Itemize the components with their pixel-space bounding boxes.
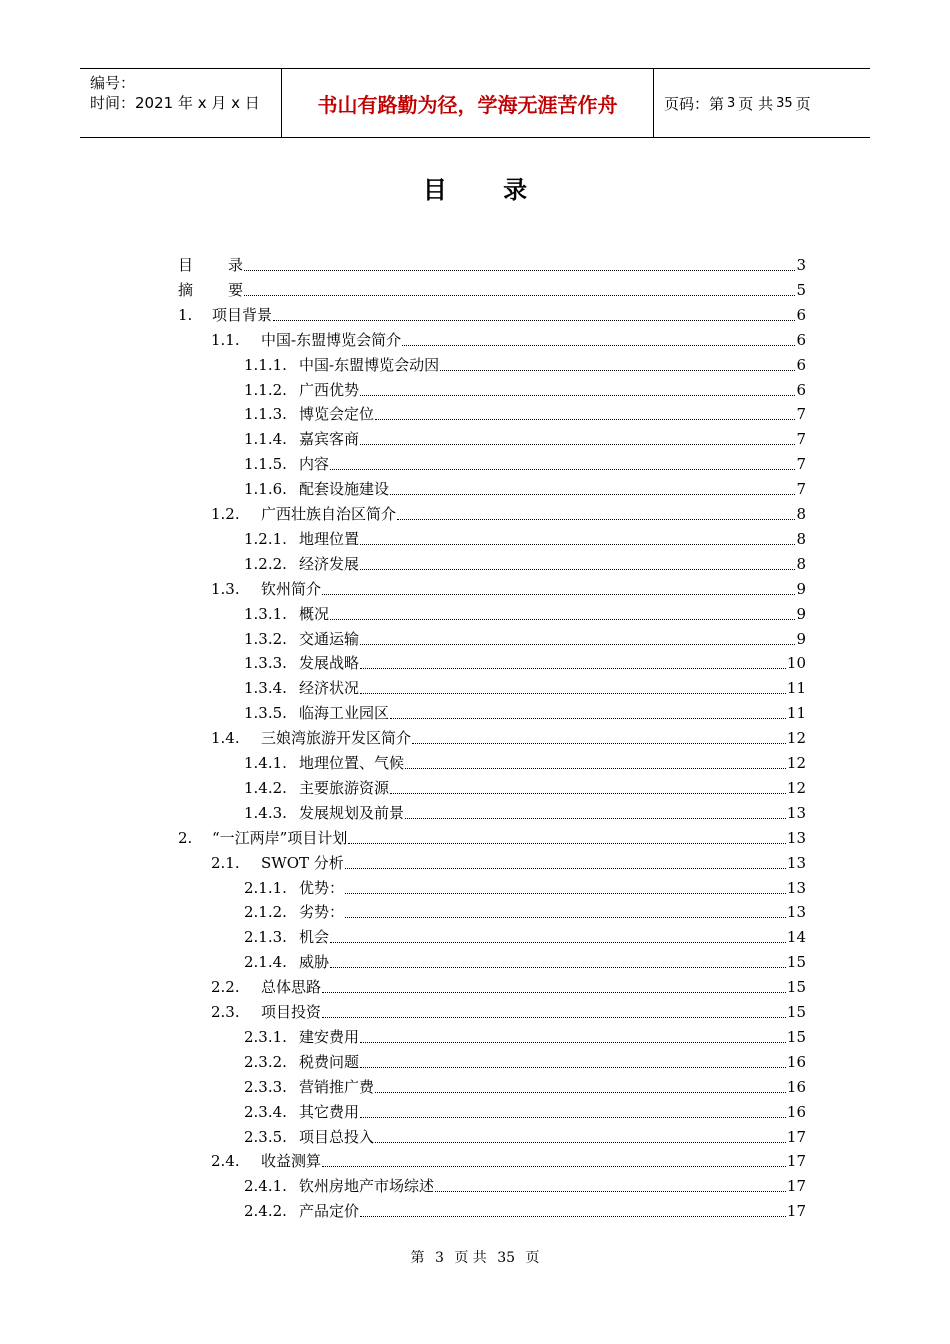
toc-entry-page: 12 — [786, 754, 806, 772]
toc-leader-dots — [348, 842, 786, 844]
toc-leader-dots — [330, 941, 786, 943]
toc-entry[interactable] — [211, 973, 806, 997]
toc-leader-dots — [360, 643, 795, 645]
toc-entry-number: 2.3. — [211, 1003, 240, 1021]
toc-entry-number: 1.3.1. — [244, 604, 287, 623]
toc-entry-number: 1.4. — [211, 729, 240, 748]
toc-entry-page: 12 — [786, 778, 806, 797]
toc-entry-title: 项目总投入 — [299, 1127, 375, 1146]
toc-leader-dots — [360, 394, 795, 396]
toc-entry-page: 8 — [796, 529, 806, 548]
toc-entry-page: 13 — [786, 803, 806, 822]
toc-leader-dots — [360, 1041, 786, 1043]
toc-entry-title: 概况 — [299, 604, 330, 623]
toc-entry[interactable] — [244, 1098, 806, 1122]
toc-entry-number: 2.3.5. — [244, 1127, 287, 1146]
toc-entry-page: 7 — [796, 430, 806, 449]
toc-entry-title: 临海工业园区 — [299, 704, 390, 723]
toc-entry[interactable] — [244, 1172, 806, 1196]
toc-entry[interactable] — [244, 874, 806, 898]
toc-entry-number: 2.4.2. — [244, 1202, 287, 1221]
toc-entry-title: 经济状况 — [299, 679, 360, 698]
toc-entry[interactable] — [211, 998, 806, 1022]
toc-entry-title: 交通运输 — [299, 629, 360, 648]
toc-entry[interactable] — [244, 525, 806, 549]
toc-entry[interactable] — [244, 376, 806, 400]
toc-leader-dots — [397, 518, 795, 520]
toc-entry-title: 税费问题 — [299, 1052, 360, 1071]
toc-entry[interactable] — [244, 649, 806, 673]
toc-entry-title: 三娘湾旅游开发区简介 — [261, 729, 412, 748]
toc-entry-page: 10 — [786, 654, 806, 673]
toc-entry-number: 1.3.4. — [244, 679, 287, 698]
toc-entry[interactable] — [244, 674, 806, 698]
toc-entry-number: 1.1.3. — [244, 405, 287, 424]
toc-leader-dots — [402, 344, 795, 346]
toc-entry-title: 中国-东盟博览会动因 — [299, 355, 440, 374]
footer-mid: 页 共 — [454, 1250, 487, 1266]
toc-entry-page: 11 — [786, 679, 806, 698]
toc-entry[interactable] — [244, 475, 806, 499]
toc-entry[interactable] — [244, 425, 806, 449]
toc-entry-number: 2.1. — [211, 853, 240, 872]
header-motto: 书山有路勤为径，学海无涯苦作舟 — [282, 69, 654, 137]
toc-entry-page: 12 — [786, 729, 806, 748]
toc-entry[interactable] — [244, 898, 806, 922]
toc-leader-dots — [412, 742, 786, 744]
toc-entry-title: 建安费用 — [299, 1027, 360, 1046]
toc-entry-number: 2.3.2. — [244, 1052, 287, 1071]
toc-entry-number: 2.1.2. — [244, 903, 287, 922]
toc-entry[interactable] — [244, 749, 806, 773]
toc-entry-page: 17 — [786, 1202, 806, 1221]
toc-entry-page: 15 — [786, 1027, 806, 1046]
toc-entry-number: 2.4. — [211, 1152, 240, 1171]
toc-entry-number: 2.3.4. — [244, 1102, 287, 1121]
toc-entry-title: 钦州简介 — [261, 579, 322, 598]
toc-entry-page: 6 — [796, 305, 806, 324]
document-header — [80, 68, 870, 138]
toc-entry[interactable] — [244, 1123, 806, 1147]
toc-leader-dots — [405, 767, 786, 769]
toc-leader-dots — [345, 892, 786, 894]
toc-entry-page: 14 — [786, 928, 806, 947]
toc-entry-page: 8 — [796, 554, 806, 573]
toc-entry-page: 17 — [786, 1127, 806, 1146]
toc-entry-title: 威胁 — [299, 953, 330, 972]
toc-leader-dots — [440, 369, 795, 371]
toc-leader-dots — [360, 543, 795, 545]
toc-entry[interactable] — [244, 1023, 806, 1047]
toc-entry-number: 目 — [178, 256, 194, 274]
toc-leader-dots — [375, 1091, 786, 1093]
toc-entry-title: 项目投资 — [261, 1003, 322, 1021]
toc-entry-number: 1.1.4. — [244, 430, 287, 449]
toc-entry-title: 地理位置 — [299, 529, 360, 548]
toc-entry-number: 1.2.1. — [244, 529, 287, 548]
toc-entry-page: 5 — [796, 280, 806, 299]
toc-entry[interactable] — [244, 450, 806, 474]
toc-entry[interactable] — [244, 699, 806, 723]
toc-entry-page: 7 — [796, 480, 806, 499]
toc-entry-title: 广西壮族自治区简介 — [261, 505, 397, 523]
toc-entry-number: 1.3.2. — [244, 629, 287, 648]
toc-entry-number: 1.4.3. — [244, 803, 287, 822]
toc-entry-page: 8 — [796, 505, 806, 523]
toc-leader-dots — [390, 493, 795, 495]
toc-entry-page: 6 — [796, 380, 806, 399]
toc-entry[interactable] — [244, 799, 806, 823]
footer-current: 3 — [434, 1250, 444, 1266]
toc-entry-number: 1.1.6. — [244, 480, 287, 499]
toc-entry[interactable] — [244, 351, 806, 375]
toc-entry[interactable] — [211, 500, 806, 524]
toc-entry-page: 9 — [796, 604, 806, 623]
toc-entry-title: SWOT 分析 — [261, 853, 344, 872]
header-info — [80, 69, 282, 137]
toc-entry-number: 摘 — [178, 280, 194, 299]
toc-entry[interactable] — [211, 1147, 806, 1171]
toc-entry-number: 1.4.1. — [244, 754, 287, 772]
toc-entry-page: 17 — [786, 1177, 806, 1196]
page-prefix: 页码：第 — [664, 94, 725, 113]
toc-leader-dots — [345, 916, 786, 918]
toc-entry[interactable] — [244, 948, 806, 972]
toc-entry[interactable] — [244, 625, 806, 649]
toc-entry-title: 地理位置、气候 — [299, 754, 405, 772]
toc-entry-title: 嘉宾客商 — [299, 430, 360, 449]
toc-entry-title: 录 — [228, 256, 244, 274]
toc-entry-page: 17 — [786, 1152, 806, 1171]
toc-entry-title: 优势： — [299, 878, 345, 897]
toc-entry-number: 1.3. — [211, 579, 240, 598]
toc-leader-dots — [244, 269, 795, 271]
toc-entry-title: 经济发展 — [299, 554, 360, 573]
page-mid: 页 共 — [738, 94, 774, 113]
time-label: 时间：2021 年 x 月 x 日 — [90, 94, 260, 112]
toc-entry[interactable] — [244, 400, 806, 424]
toc-entry-title: 总体思路 — [261, 978, 322, 997]
toc-entry-page: 16 — [786, 1052, 806, 1071]
toc-leader-dots — [360, 667, 786, 669]
toc-entry[interactable] — [211, 724, 806, 748]
toc-entry-number: 2. — [178, 828, 193, 847]
toc-entry-title: 主要旅游资源 — [299, 778, 390, 797]
toc-entry-page: 13 — [786, 903, 806, 922]
toc-entry-title: 劣势： — [299, 903, 345, 922]
toc-entry-number: 1.4.2. — [244, 778, 287, 797]
title-char-2: 录 — [503, 176, 528, 204]
toc-entry-number: 1.1.1. — [244, 355, 287, 374]
toc-entry-title: 项目背景 — [212, 305, 273, 324]
toc-entry-title: 发展战略 — [299, 654, 360, 673]
toc-leader-dots — [273, 319, 795, 321]
toc-leader-dots — [405, 817, 786, 819]
toc-entry-title: 广西优势 — [299, 380, 360, 399]
title-char-1: 目 — [422, 176, 447, 204]
toc-entry[interactable] — [244, 1073, 806, 1097]
toc-entry-page: 9 — [796, 579, 806, 598]
toc-leader-dots — [360, 443, 795, 445]
number-label: 编号： — [90, 74, 136, 92]
toc-entry-number: 1.1.2. — [244, 380, 287, 399]
toc-entry-title: “一江两岸”项目计划 — [212, 828, 348, 847]
toc-entry-page: 15 — [786, 1003, 806, 1021]
toc-entry-title: 发展规划及前景 — [299, 803, 405, 822]
toc-entry-number: 1.2. — [211, 505, 240, 523]
toc-entry[interactable] — [211, 849, 806, 873]
toc-entry[interactable] — [211, 575, 806, 599]
footer-prefix: 第 — [410, 1250, 425, 1266]
page-footer — [0, 1247, 950, 1267]
toc-entry-number: 2.4.1. — [244, 1177, 287, 1196]
toc-leader-dots — [322, 991, 786, 993]
toc-entry[interactable] — [244, 1197, 806, 1221]
toc-entry[interactable] — [178, 824, 806, 848]
toc-leader-dots — [390, 792, 786, 794]
toc-leader-dots — [244, 294, 795, 296]
toc-entry-page: 7 — [796, 405, 806, 424]
toc-entry[interactable] — [244, 1048, 806, 1072]
toc-entry-page: 13 — [786, 828, 806, 847]
toc-entry-title: 其它费用 — [299, 1102, 360, 1121]
toc-leader-dots — [435, 1190, 786, 1192]
toc-entry-page: 3 — [796, 256, 806, 274]
toc-leader-dots — [360, 1215, 786, 1217]
toc-entry-number: 2.3.3. — [244, 1077, 287, 1096]
page-total: 35 — [776, 95, 793, 111]
toc-entry-number: 1. — [178, 305, 193, 324]
toc-entry-page: 6 — [796, 355, 806, 374]
toc-leader-dots — [322, 1165, 786, 1167]
toc-entry-title: 配套设施建设 — [299, 480, 390, 499]
toc-entry-page: 6 — [796, 330, 806, 349]
toc-leader-dots — [322, 1016, 786, 1018]
toc-leader-dots — [360, 1116, 786, 1118]
toc-entry[interactable] — [178, 301, 806, 325]
toc-leader-dots — [330, 468, 795, 470]
toc-entry-title: 内容 — [299, 455, 330, 474]
toc-leader-dots — [360, 1066, 786, 1068]
page-title — [0, 170, 950, 205]
toc-entry[interactable] — [244, 600, 806, 624]
toc-entry[interactable] — [244, 774, 806, 798]
toc-entry-number: 2.3.1. — [244, 1027, 287, 1046]
toc-leader-dots — [375, 418, 795, 420]
toc-entry-page: 16 — [786, 1102, 806, 1121]
toc-entry[interactable] — [178, 276, 806, 300]
toc-leader-dots — [375, 1141, 786, 1143]
toc-entry-number: 1.2.2. — [244, 554, 287, 573]
toc-entry-page: 15 — [786, 978, 806, 997]
toc-entry-page: 15 — [786, 953, 806, 972]
footer-total: 35 — [497, 1250, 516, 1266]
toc-entry-page: 13 — [786, 878, 806, 897]
toc-entry-number: 1.3.3. — [244, 654, 287, 673]
toc-entry-title: 机会 — [299, 928, 330, 947]
toc-entry[interactable] — [244, 550, 806, 574]
toc-leader-dots — [360, 692, 786, 694]
toc-entry[interactable] — [244, 923, 806, 947]
toc-entry-number: 1.1. — [211, 330, 240, 349]
toc-entry-title: 博览会定位 — [299, 405, 375, 424]
toc-leader-dots — [345, 867, 786, 869]
page-current: 3 — [727, 95, 736, 111]
toc-entry-number: 2.1.1. — [244, 878, 287, 897]
footer-suffix: 页 — [525, 1250, 540, 1266]
toc-entry-title: 营销推广费 — [299, 1077, 375, 1096]
toc-entry-number: 2.1.4. — [244, 953, 287, 972]
toc-entry-title: 钦州房地产市场综述 — [299, 1177, 435, 1196]
page-suffix: 页 — [795, 94, 811, 113]
toc-entry-number: 2.2. — [211, 978, 240, 997]
toc-entry-page: 13 — [786, 853, 806, 872]
toc-entry-page: 16 — [786, 1077, 806, 1096]
toc-leader-dots — [330, 966, 786, 968]
toc-entry-title: 要 — [228, 280, 244, 299]
toc-entry-page: 7 — [796, 455, 806, 474]
toc-entry-title: 收益测算 — [261, 1152, 322, 1171]
toc-entry-number: 1.3.5. — [244, 704, 287, 723]
toc-entry-number: 1.1.5. — [244, 455, 287, 474]
toc-entry[interactable] — [211, 326, 806, 350]
toc-entry-number: 2.1.3. — [244, 928, 287, 947]
toc-entry-title: 中国-东盟博览会简介 — [261, 330, 402, 349]
header-page-info — [654, 69, 870, 137]
toc-entry-page: 11 — [786, 704, 806, 723]
toc-entry-title: 产品定价 — [299, 1202, 360, 1221]
toc-entry-page: 9 — [796, 629, 806, 648]
toc-leader-dots — [360, 568, 795, 570]
toc-leader-dots — [322, 593, 795, 595]
toc-leader-dots — [390, 717, 786, 719]
toc-entry[interactable] — [178, 251, 806, 275]
toc-leader-dots — [330, 618, 795, 620]
